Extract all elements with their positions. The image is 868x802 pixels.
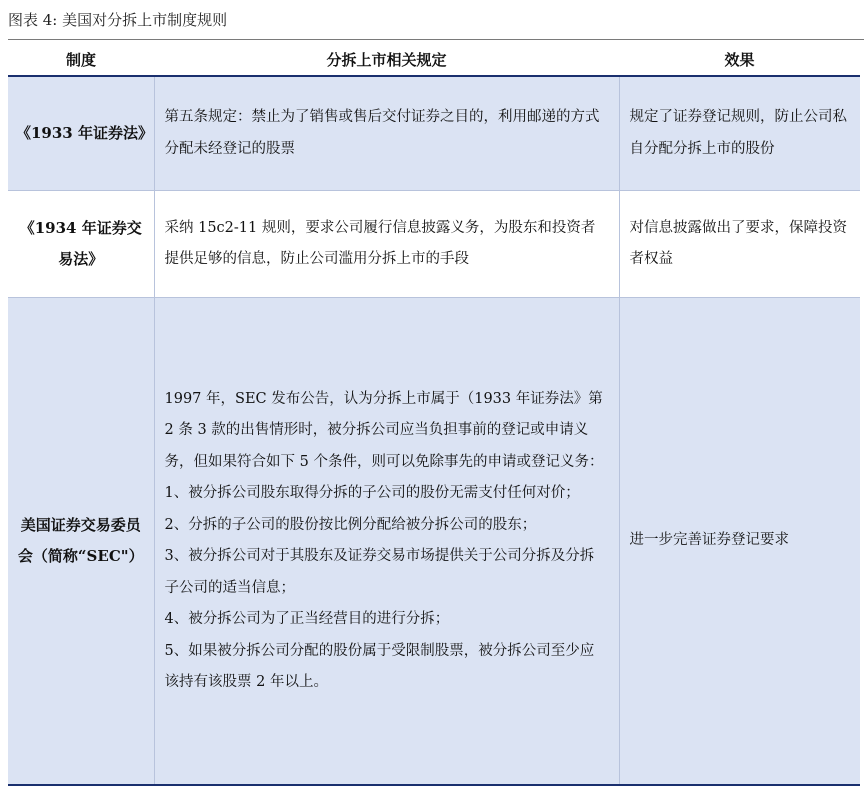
row-1-effect: 规定了证券登记规则，防止公司私自分配分拆上市的股份 [619,76,860,191]
row-3-condition-3: 3、被分拆公司对于其股东及证券交易市场提供关于公司分拆及分拆子公司的适当信息； [164,548,595,596]
row-3-provisions [154,298,619,786]
row-2-provisions [154,191,619,298]
row-3-effect: 进一步完善证券登记要求 [619,298,860,786]
table-row [8,76,860,191]
row-3-condition-5: 5、如果被分拆公司分配的股份属于受限制股票，被分拆公司至少应该持有该股票 2 年以上。 [164,642,595,690]
row-3-condition-2: 2、分拆的子公司的股份按比例分配给被分拆公司的股东； [164,516,537,533]
figure-caption: 图表 4: 美国对分拆上市制度规则 [8,11,228,29]
row-3-system: 美国证券交易委员会（简称“SEC"） [8,298,154,786]
row-3-condition-4: 4、被分拆公司为了正当经营目的进行分拆； [164,611,450,627]
row-2-effect: 对信息披露做出了要求，保障投资者权益 [619,191,860,298]
row-2-system: 《1934 年证券交易法》 [8,191,154,298]
row-1-provisions [154,76,619,191]
row-2-provision-text: 采纳 15c2-11 规则，要求公司履行信息披露义务，为股东和投资者提供足够的信息，防止公司滥用分拆上市的手段 [164,219,596,267]
caption-divider [8,39,864,40]
row-1-provision-text: 第五条规定：禁止为了销售或售后交付证券之目的，利用邮递的方式分配未经登记的股票 [164,109,600,157]
table-row [8,298,860,786]
header-effect: 效果 [619,44,860,76]
row-3-condition-1: 1、被分拆公司股东取得分拆的子公司的股份无需支付任何对价； [164,485,580,501]
header-system: 制度 [8,44,154,76]
row-3-provision-intro: 1997 年，SEC 发布公告，认为分拆上市属于（1933 年证券法》第 2 条 3 款的出售情形时，被分拆公司应当负担事前的登记或申请义务，但如果符合如下 5 个条件，则可以免除事先的申请或登记义务： [164,390,604,470]
table-header-row [8,44,860,76]
rules-table [8,44,860,786]
table-row [8,191,860,298]
row-1-system: 《1933 年证券法》 [8,76,154,191]
header-provisions: 分拆上市相关规定 [154,44,619,76]
